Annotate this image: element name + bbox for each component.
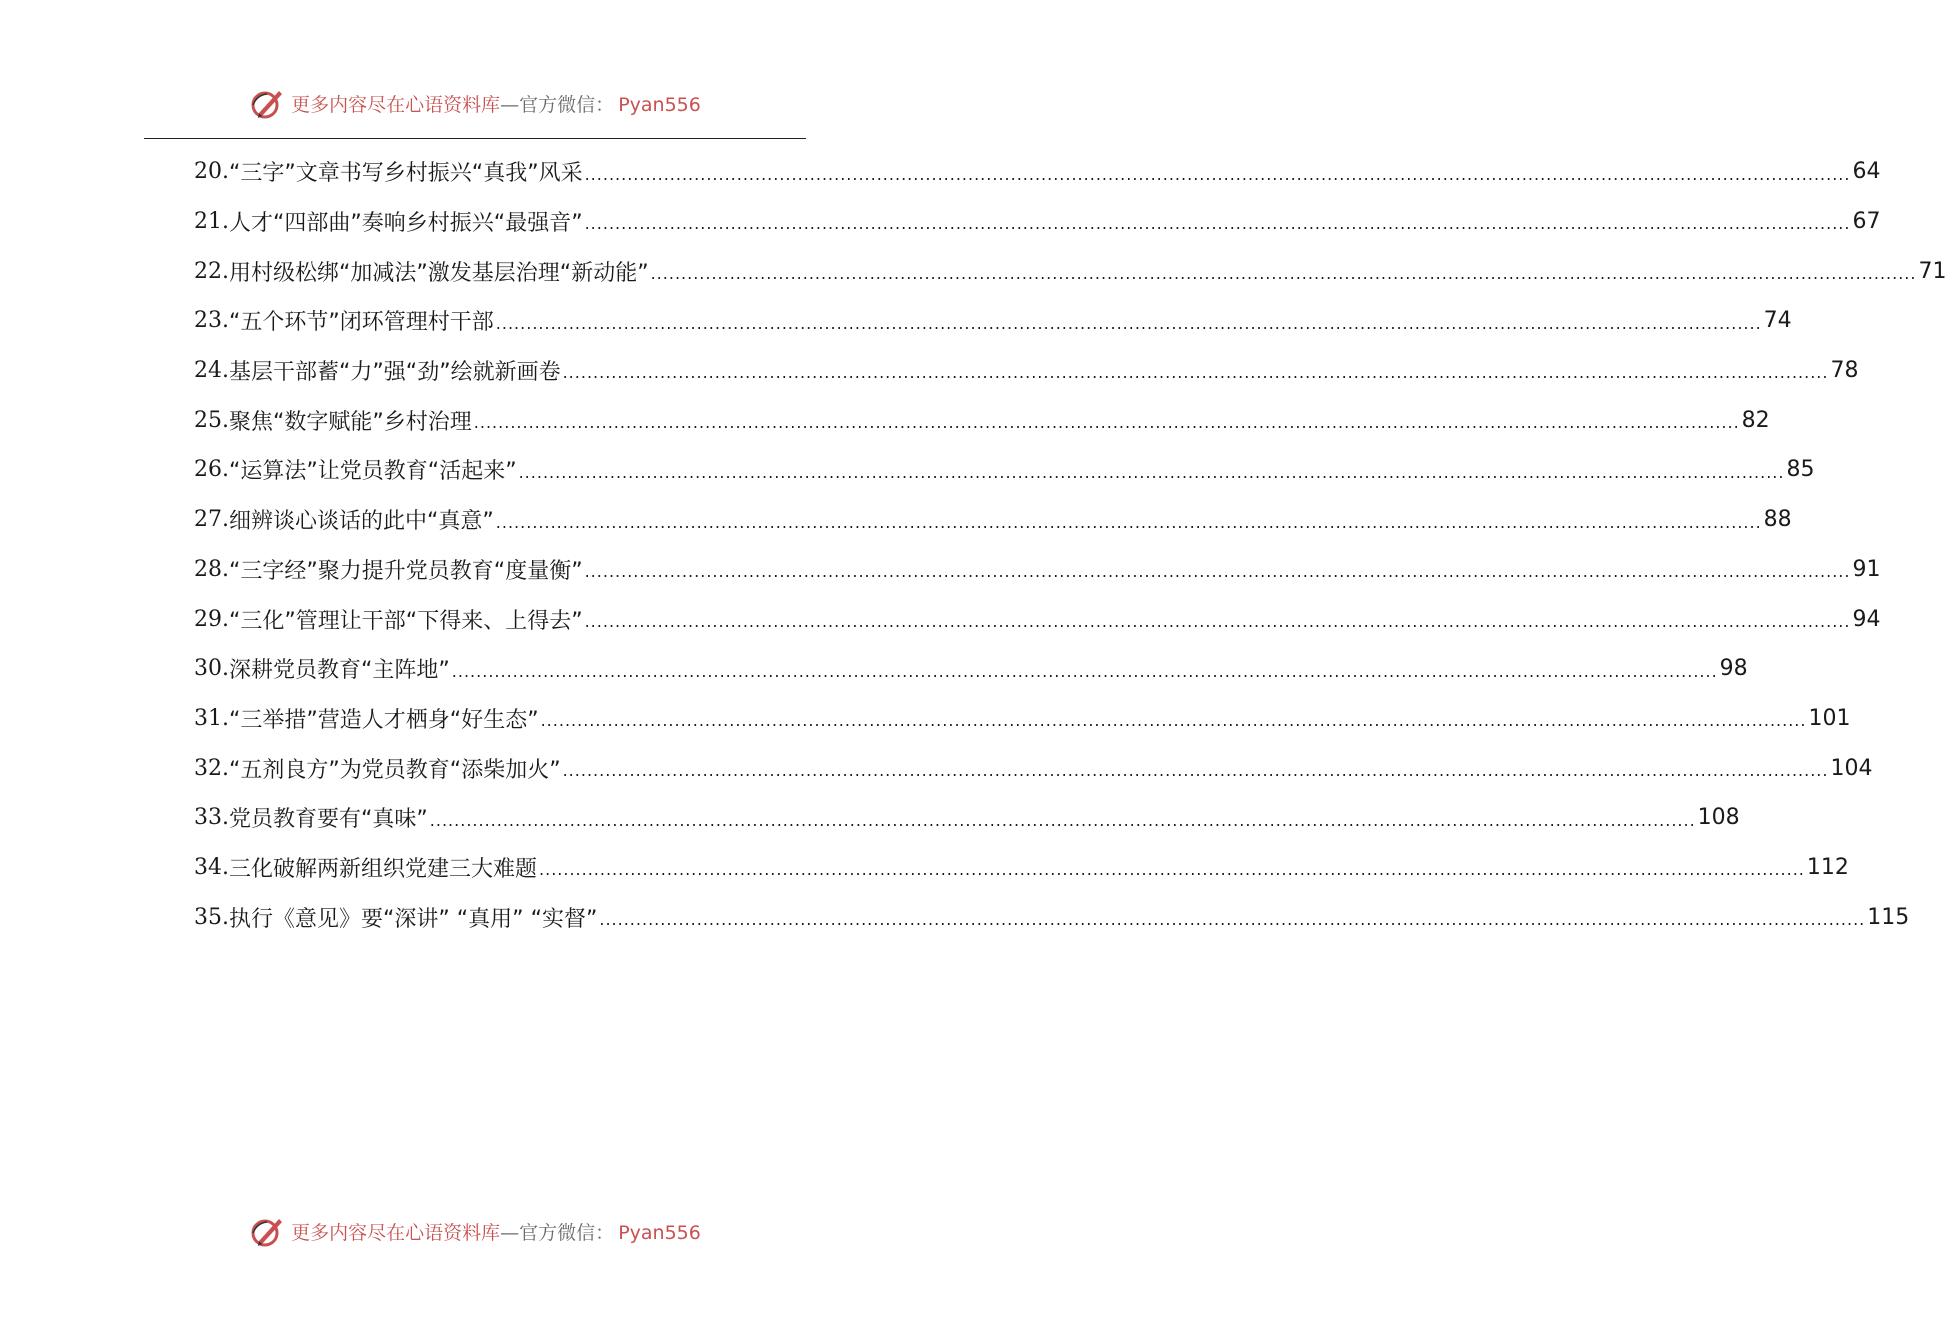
toc-entry-title: 细辨谈心谈话的此中“真意” (229, 509, 494, 535)
toc-entry-number: 35. (194, 904, 229, 930)
toc-entry-title: “运算法”让党员教育“活起来” (229, 459, 517, 485)
toc-entry[interactable] (194, 843, 1849, 893)
toc-entry-number: 33. (194, 805, 229, 831)
toc-entry[interactable] (194, 246, 1946, 296)
toc-entry-page: 108 (1697, 805, 1740, 831)
toc-entry[interactable] (194, 892, 1910, 942)
toc-entry-title: “五剂良方”为党员教育“添柴加火” (229, 757, 561, 783)
toc-dot-leader (474, 413, 1740, 445)
toc-entry-number: 34. (194, 854, 229, 880)
toc-dot-leader (452, 662, 1718, 694)
toc-entry-title: 三化破解两新组织党建三大难题 (229, 856, 538, 882)
footer-official: 官方微信： (519, 1221, 615, 1244)
toc-entry-number: 23. (194, 308, 229, 334)
toc-entry-title: 党员教育要有“真味” (229, 807, 428, 833)
table-of-contents (194, 147, 1946, 942)
header-text (291, 90, 701, 117)
toc-entry-title: 基层干部蓄“力”强“劲”绘就新画卷 (229, 360, 561, 386)
toc-entry[interactable] (194, 793, 1740, 843)
toc-entry-number: 30. (194, 656, 229, 682)
toc-dot-leader (599, 910, 1865, 942)
toc-entry-title: “三化”管理让干部“下得来、上得去” (229, 608, 583, 634)
toc-dot-leader (496, 513, 1762, 545)
toc-entry-title: “三举措”营造人才栖身“好生态” (229, 707, 539, 733)
toc-entry-page: 91 (1852, 556, 1881, 582)
toc-dot-leader (519, 463, 1785, 495)
toc-entry-page: 115 (1867, 904, 1910, 930)
toc-entry[interactable] (194, 743, 1873, 793)
footer-separator: — (500, 1221, 520, 1244)
header-separator: — (500, 93, 520, 116)
toc-entry-page: 85 (1786, 457, 1815, 483)
toc-entry-title: 聚焦“数字赋能”乡村治理 (229, 409, 472, 435)
toc-entry-page: 82 (1741, 407, 1770, 433)
footer-account: Pyan556 (618, 1221, 701, 1244)
toc-entry-number: 27. (194, 507, 229, 533)
toc-entry[interactable] (194, 147, 1881, 197)
toc-entry-number: 22. (194, 258, 229, 284)
toc-entry-number: 24. (194, 358, 229, 384)
toc-entry-number: 25. (194, 407, 229, 433)
toc-entry-page: 98 (1719, 656, 1748, 682)
toc-entry-number: 29. (194, 606, 229, 632)
toc-entry[interactable] (194, 644, 1748, 694)
toc-entry-page: 88 (1763, 507, 1792, 533)
header-brand: 更多内容尽在心语资料库 (291, 93, 501, 116)
toc-entry-number: 28. (194, 556, 229, 582)
toc-entry[interactable] (194, 445, 1815, 495)
toc-entry-page: 71 (1918, 258, 1946, 284)
toc-entry[interactable] (194, 395, 1770, 445)
toc-entry-page: 67 (1852, 209, 1881, 235)
toc-entry-title: 人才“四部曲”奏响乡村振兴“最强音” (229, 211, 583, 237)
toc-dot-leader (563, 363, 1829, 395)
toc-dot-leader (585, 214, 1851, 246)
toc-dot-leader (651, 264, 1917, 296)
toc-entry[interactable] (194, 296, 1792, 346)
pen-logo-icon (249, 1213, 285, 1249)
toc-entry-page: 112 (1806, 854, 1849, 880)
toc-entry[interactable] (194, 594, 1881, 644)
footer-text (291, 1218, 701, 1245)
toc-entry[interactable] (194, 197, 1881, 247)
toc-dot-leader (585, 612, 1851, 644)
pen-logo-icon (249, 85, 285, 121)
toc-dot-leader (496, 314, 1762, 346)
toc-entry-page: 101 (1808, 705, 1851, 731)
toc-dot-leader (563, 761, 1829, 793)
toc-dot-leader (430, 811, 1696, 843)
header-rule (144, 138, 806, 139)
toc-entry-number: 31. (194, 705, 229, 731)
toc-entry-title: 深耕党员教育“主阵地” (229, 658, 450, 684)
header-account: Pyan556 (618, 93, 701, 116)
toc-dot-leader (585, 165, 1851, 197)
toc-entry-page: 64 (1852, 159, 1881, 185)
footer-brand: 更多内容尽在心语资料库 (291, 1221, 501, 1244)
toc-entry-page: 94 (1852, 606, 1881, 632)
toc-dot-leader (539, 860, 1805, 892)
toc-entry[interactable] (194, 694, 1851, 744)
header-banner (0, 81, 950, 125)
toc-entry-title: 执行《意见》要“深讲” “真用” “实督” (229, 906, 598, 932)
toc-entry[interactable] (194, 346, 1859, 396)
toc-entry-number: 32. (194, 755, 229, 781)
toc-dot-leader (585, 562, 1851, 594)
toc-entry-title: “五个环节”闭环管理村干部 (229, 310, 494, 336)
toc-entry-page: 74 (1763, 308, 1792, 334)
toc-entry-page: 78 (1830, 358, 1859, 384)
toc-entry-number: 26. (194, 457, 229, 483)
toc-entry-title: “三字经”聚力提升党员教育“度量衡” (229, 558, 583, 584)
header-official: 官方微信： (519, 93, 615, 116)
toc-dot-leader (541, 711, 1807, 743)
footer-banner (0, 1209, 950, 1253)
toc-entry-title: 用村级松绑“加减法”激发基层治理“新动能” (229, 260, 649, 286)
toc-entry-page: 104 (1830, 755, 1873, 781)
toc-entry[interactable] (194, 495, 1792, 545)
toc-entry-number: 20. (194, 159, 229, 185)
toc-entry-number: 21. (194, 209, 229, 235)
toc-entry-title: “三字”文章书写乡村振兴“真我”风采 (229, 161, 583, 187)
toc-entry[interactable] (194, 545, 1881, 595)
